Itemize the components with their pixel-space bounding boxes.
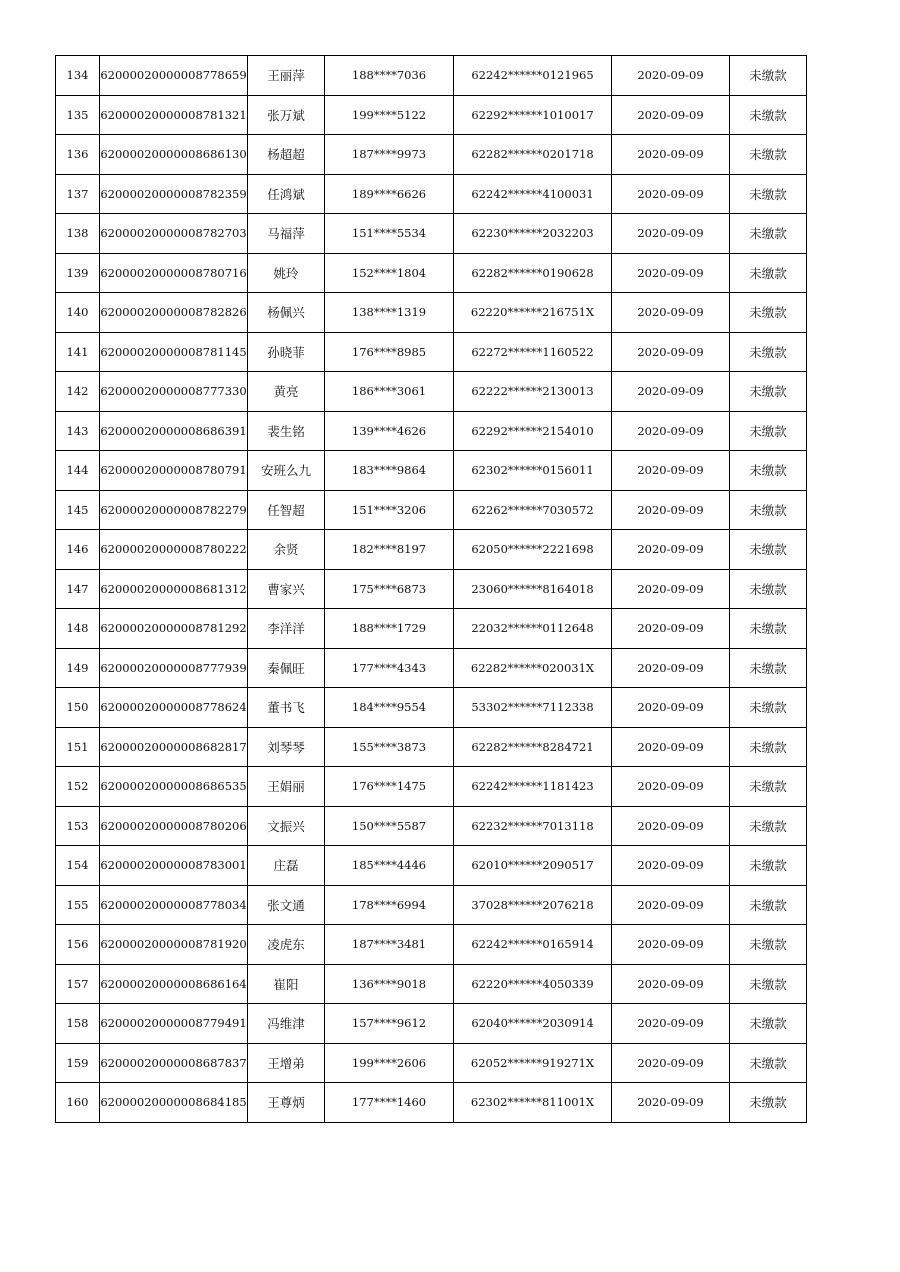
row-number-cell: 135 xyxy=(56,95,100,135)
table-row xyxy=(56,846,807,886)
name-cell: 李洋洋 xyxy=(248,609,325,649)
payment-status-cell: 未缴款 xyxy=(730,609,807,649)
row-number-cell: 147 xyxy=(56,569,100,609)
row-number-cell: 143 xyxy=(56,411,100,451)
payment-status-cell: 未缴款 xyxy=(730,332,807,372)
account-number-cell: 62000020000008781292 xyxy=(100,609,248,649)
table-row xyxy=(56,372,807,412)
table-row xyxy=(56,411,807,451)
row-number-cell: 158 xyxy=(56,1004,100,1044)
row-number-cell: 154 xyxy=(56,846,100,886)
payment-status-cell: 未缴款 xyxy=(730,1004,807,1044)
phone-cell: 157****9612 xyxy=(325,1004,454,1044)
account-number-cell: 62000020000008777330 xyxy=(100,372,248,412)
date-cell: 2020-09-09 xyxy=(612,925,730,965)
date-cell: 2020-09-09 xyxy=(612,372,730,412)
row-number-cell: 157 xyxy=(56,964,100,1004)
date-cell: 2020-09-09 xyxy=(612,688,730,728)
date-cell: 2020-09-09 xyxy=(612,56,730,96)
phone-cell: 155****3873 xyxy=(325,727,454,767)
name-cell: 文振兴 xyxy=(248,806,325,846)
row-number-cell: 149 xyxy=(56,648,100,688)
row-number-cell: 152 xyxy=(56,767,100,807)
phone-cell: 187****3481 xyxy=(325,925,454,965)
card-number-cell: 62292******2154010 xyxy=(454,411,612,451)
table-row xyxy=(56,56,807,96)
table-row xyxy=(56,648,807,688)
date-cell: 2020-09-09 xyxy=(612,885,730,925)
account-number-cell: 62000020000008779491 xyxy=(100,1004,248,1044)
payment-status-cell: 未缴款 xyxy=(730,135,807,175)
row-number-cell: 141 xyxy=(56,332,100,372)
date-cell: 2020-09-09 xyxy=(612,1043,730,1083)
row-number-cell: 138 xyxy=(56,214,100,254)
phone-cell: 138****1319 xyxy=(325,293,454,333)
row-number-cell: 150 xyxy=(56,688,100,728)
name-cell: 曹家兴 xyxy=(248,569,325,609)
phone-cell: 185****4446 xyxy=(325,846,454,886)
account-number-cell: 62000020000008781920 xyxy=(100,925,248,965)
name-cell: 安班么九 xyxy=(248,451,325,491)
table-row xyxy=(56,253,807,293)
card-number-cell: 62050******2221698 xyxy=(454,530,612,570)
card-number-cell: 62272******1160522 xyxy=(454,332,612,372)
name-cell: 马福萍 xyxy=(248,214,325,254)
card-number-cell: 62282******020031X xyxy=(454,648,612,688)
card-number-cell: 62242******4100031 xyxy=(454,174,612,214)
row-number-cell: 137 xyxy=(56,174,100,214)
date-cell: 2020-09-09 xyxy=(612,411,730,451)
account-number-cell: 62000020000008782279 xyxy=(100,490,248,530)
payment-status-cell: 未缴款 xyxy=(730,648,807,688)
name-cell: 黄亮 xyxy=(248,372,325,412)
payment-status-cell: 未缴款 xyxy=(730,727,807,767)
card-number-cell: 62232******7013118 xyxy=(454,806,612,846)
row-number-cell: 160 xyxy=(56,1083,100,1123)
table-row xyxy=(56,688,807,728)
phone-cell: 151****5534 xyxy=(325,214,454,254)
date-cell: 2020-09-09 xyxy=(612,293,730,333)
table-row xyxy=(56,767,807,807)
record-table xyxy=(55,55,807,1123)
row-number-cell: 151 xyxy=(56,727,100,767)
date-cell: 2020-09-09 xyxy=(612,609,730,649)
phone-cell: 139****4626 xyxy=(325,411,454,451)
table-row xyxy=(56,332,807,372)
card-number-cell: 62282******8284721 xyxy=(454,727,612,767)
row-number-cell: 153 xyxy=(56,806,100,846)
account-number-cell: 62000020000008778034 xyxy=(100,885,248,925)
card-number-cell: 23060******8164018 xyxy=(454,569,612,609)
date-cell: 2020-09-09 xyxy=(612,727,730,767)
date-cell: 2020-09-09 xyxy=(612,332,730,372)
card-number-cell: 62282******0190628 xyxy=(454,253,612,293)
account-number-cell: 62000020000008686130 xyxy=(100,135,248,175)
row-number-cell: 159 xyxy=(56,1043,100,1083)
name-cell: 裴生铭 xyxy=(248,411,325,451)
payment-status-cell: 未缴款 xyxy=(730,530,807,570)
card-number-cell: 62052******919271X xyxy=(454,1043,612,1083)
row-number-cell: 139 xyxy=(56,253,100,293)
table-row xyxy=(56,135,807,175)
date-cell: 2020-09-09 xyxy=(612,569,730,609)
payment-status-cell: 未缴款 xyxy=(730,214,807,254)
payment-status-cell: 未缴款 xyxy=(730,767,807,807)
phone-cell: 182****8197 xyxy=(325,530,454,570)
date-cell: 2020-09-09 xyxy=(612,767,730,807)
account-number-cell: 62000020000008777939 xyxy=(100,648,248,688)
table-row xyxy=(56,569,807,609)
phone-cell: 183****9864 xyxy=(325,451,454,491)
payment-status-cell: 未缴款 xyxy=(730,451,807,491)
phone-cell: 136****9018 xyxy=(325,964,454,1004)
payment-status-cell: 未缴款 xyxy=(730,253,807,293)
table-row xyxy=(56,1083,807,1123)
payment-status-cell: 未缴款 xyxy=(730,174,807,214)
account-number-cell: 62000020000008783001 xyxy=(100,846,248,886)
payment-status-cell: 未缴款 xyxy=(730,964,807,1004)
phone-cell: 199****5122 xyxy=(325,95,454,135)
card-number-cell: 62292******1010017 xyxy=(454,95,612,135)
card-number-cell: 53302******7112338 xyxy=(454,688,612,728)
account-number-cell: 62000020000008681312 xyxy=(100,569,248,609)
name-cell: 冯维津 xyxy=(248,1004,325,1044)
account-number-cell: 62000020000008778624 xyxy=(100,688,248,728)
card-number-cell: 62282******0201718 xyxy=(454,135,612,175)
row-number-cell: 144 xyxy=(56,451,100,491)
card-number-cell: 62302******0156011 xyxy=(454,451,612,491)
payment-status-cell: 未缴款 xyxy=(730,925,807,965)
name-cell: 姚玲 xyxy=(248,253,325,293)
account-number-cell: 62000020000008686164 xyxy=(100,964,248,1004)
card-number-cell: 37028******2076218 xyxy=(454,885,612,925)
payment-status-cell: 未缴款 xyxy=(730,56,807,96)
name-cell: 庄磊 xyxy=(248,846,325,886)
account-number-cell: 62000020000008781321 xyxy=(100,95,248,135)
name-cell: 董书飞 xyxy=(248,688,325,728)
row-number-cell: 145 xyxy=(56,490,100,530)
payment-status-cell: 未缴款 xyxy=(730,95,807,135)
name-cell: 王丽萍 xyxy=(248,56,325,96)
payment-status-cell: 未缴款 xyxy=(730,806,807,846)
table-row xyxy=(56,293,807,333)
table-row xyxy=(56,490,807,530)
payment-status-cell: 未缴款 xyxy=(730,688,807,728)
name-cell: 秦佩旺 xyxy=(248,648,325,688)
table-row xyxy=(56,530,807,570)
card-number-cell: 22032******0112648 xyxy=(454,609,612,649)
account-number-cell: 62000020000008684185 xyxy=(100,1083,248,1123)
card-number-cell: 62242******0165914 xyxy=(454,925,612,965)
name-cell: 崔阳 xyxy=(248,964,325,1004)
card-number-cell: 62040******2030914 xyxy=(454,1004,612,1044)
name-cell: 刘琴琴 xyxy=(248,727,325,767)
row-number-cell: 140 xyxy=(56,293,100,333)
payment-status-cell: 未缴款 xyxy=(730,293,807,333)
card-number-cell: 62262******7030572 xyxy=(454,490,612,530)
account-number-cell: 62000020000008778659 xyxy=(100,56,248,96)
phone-cell: 184****9554 xyxy=(325,688,454,728)
date-cell: 2020-09-09 xyxy=(612,806,730,846)
phone-cell: 177****1460 xyxy=(325,1083,454,1123)
phone-cell: 178****6994 xyxy=(325,885,454,925)
table-row xyxy=(56,609,807,649)
row-number-cell: 134 xyxy=(56,56,100,96)
row-number-cell: 148 xyxy=(56,609,100,649)
row-number-cell: 136 xyxy=(56,135,100,175)
account-number-cell: 62000020000008780206 xyxy=(100,806,248,846)
table-row xyxy=(56,451,807,491)
phone-cell: 150****5587 xyxy=(325,806,454,846)
row-number-cell: 156 xyxy=(56,925,100,965)
name-cell: 张文通 xyxy=(248,885,325,925)
name-cell: 孙晓菲 xyxy=(248,332,325,372)
payment-status-cell: 未缴款 xyxy=(730,569,807,609)
table-row xyxy=(56,1004,807,1044)
table-row xyxy=(56,214,807,254)
phone-cell: 177****4343 xyxy=(325,648,454,688)
payment-status-cell: 未缴款 xyxy=(730,372,807,412)
payment-status-cell: 未缴款 xyxy=(730,411,807,451)
account-number-cell: 62000020000008686535 xyxy=(100,767,248,807)
name-cell: 张万斌 xyxy=(248,95,325,135)
name-cell: 杨超超 xyxy=(248,135,325,175)
account-number-cell: 62000020000008780716 xyxy=(100,253,248,293)
payment-status-cell: 未缴款 xyxy=(730,1083,807,1123)
table-row xyxy=(56,174,807,214)
name-cell: 杨佩兴 xyxy=(248,293,325,333)
table-row xyxy=(56,1043,807,1083)
name-cell: 任智超 xyxy=(248,490,325,530)
name-cell: 王增弟 xyxy=(248,1043,325,1083)
phone-cell: 188****7036 xyxy=(325,56,454,96)
date-cell: 2020-09-09 xyxy=(612,846,730,886)
row-number-cell: 155 xyxy=(56,885,100,925)
name-cell: 凌虎东 xyxy=(248,925,325,965)
table-row xyxy=(56,925,807,965)
table-row xyxy=(56,964,807,1004)
table-row xyxy=(56,95,807,135)
row-number-cell: 146 xyxy=(56,530,100,570)
card-number-cell: 62302******811001X xyxy=(454,1083,612,1123)
name-cell: 王娟丽 xyxy=(248,767,325,807)
table-row xyxy=(56,727,807,767)
account-number-cell: 62000020000008780222 xyxy=(100,530,248,570)
phone-cell: 189****6626 xyxy=(325,174,454,214)
date-cell: 2020-09-09 xyxy=(612,95,730,135)
account-number-cell: 62000020000008782703 xyxy=(100,214,248,254)
table-row xyxy=(56,885,807,925)
account-number-cell: 62000020000008682817 xyxy=(100,727,248,767)
phone-cell: 186****3061 xyxy=(325,372,454,412)
date-cell: 2020-09-09 xyxy=(612,1083,730,1123)
payment-status-cell: 未缴款 xyxy=(730,490,807,530)
table-row xyxy=(56,806,807,846)
date-cell: 2020-09-09 xyxy=(612,490,730,530)
phone-cell: 151****3206 xyxy=(325,490,454,530)
account-number-cell: 62000020000008782359 xyxy=(100,174,248,214)
card-number-cell: 62242******0121965 xyxy=(454,56,612,96)
date-cell: 2020-09-09 xyxy=(612,135,730,175)
account-number-cell: 62000020000008782826 xyxy=(100,293,248,333)
account-number-cell: 62000020000008780791 xyxy=(100,451,248,491)
name-cell: 余贤 xyxy=(248,530,325,570)
phone-cell: 199****2606 xyxy=(325,1043,454,1083)
date-cell: 2020-09-09 xyxy=(612,648,730,688)
name-cell: 王尊炳 xyxy=(248,1083,325,1123)
payment-status-cell: 未缴款 xyxy=(730,1043,807,1083)
phone-cell: 152****1804 xyxy=(325,253,454,293)
date-cell: 2020-09-09 xyxy=(612,253,730,293)
phone-cell: 176****1475 xyxy=(325,767,454,807)
phone-cell: 188****1729 xyxy=(325,609,454,649)
account-number-cell: 62000020000008781145 xyxy=(100,332,248,372)
date-cell: 2020-09-09 xyxy=(612,214,730,254)
card-number-cell: 62220******4050339 xyxy=(454,964,612,1004)
date-cell: 2020-09-09 xyxy=(612,530,730,570)
phone-cell: 176****8985 xyxy=(325,332,454,372)
card-number-cell: 62222******2130013 xyxy=(454,372,612,412)
table-body xyxy=(56,56,807,1123)
name-cell: 任鸿斌 xyxy=(248,174,325,214)
card-number-cell: 62230******2032203 xyxy=(454,214,612,254)
payment-status-cell: 未缴款 xyxy=(730,885,807,925)
card-number-cell: 62220******216751X xyxy=(454,293,612,333)
phone-cell: 187****9973 xyxy=(325,135,454,175)
date-cell: 2020-09-09 xyxy=(612,451,730,491)
date-cell: 2020-09-09 xyxy=(612,1004,730,1044)
card-number-cell: 62010******2090517 xyxy=(454,846,612,886)
payment-status-cell: 未缴款 xyxy=(730,846,807,886)
card-number-cell: 62242******1181423 xyxy=(454,767,612,807)
date-cell: 2020-09-09 xyxy=(612,964,730,1004)
account-number-cell: 62000020000008687837 xyxy=(100,1043,248,1083)
account-number-cell: 62000020000008686391 xyxy=(100,411,248,451)
phone-cell: 175****6873 xyxy=(325,569,454,609)
date-cell: 2020-09-09 xyxy=(612,174,730,214)
row-number-cell: 142 xyxy=(56,372,100,412)
